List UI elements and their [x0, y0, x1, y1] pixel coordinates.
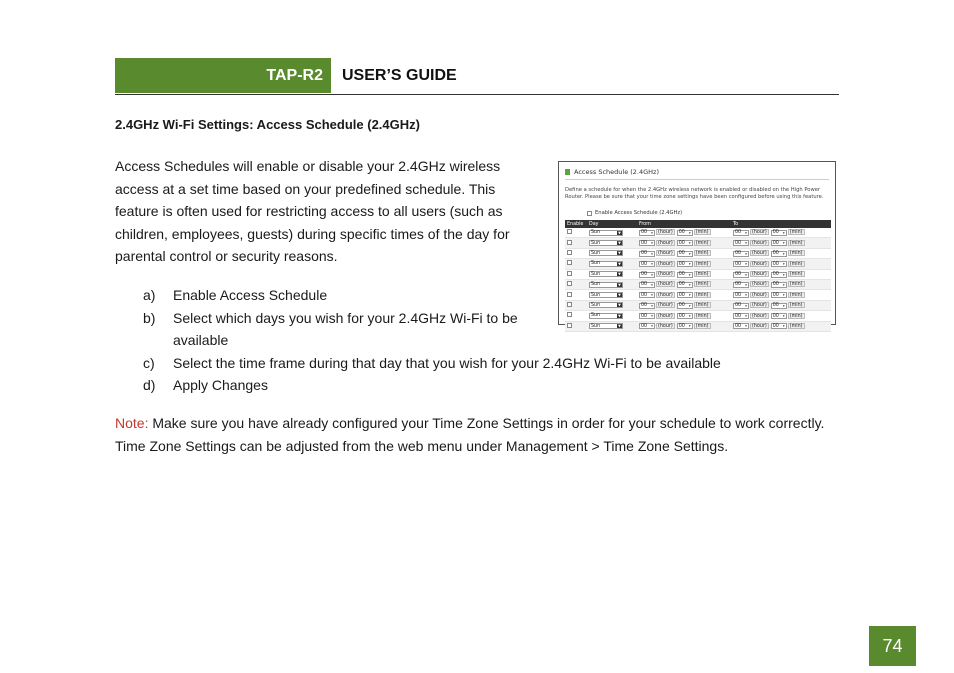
hour-unit: (hour) [658, 313, 673, 319]
to-hour-value: 00 [735, 303, 742, 309]
to-min-value: 00 [772, 240, 779, 246]
list-item [115, 284, 533, 307]
dropdown-arrow-icon: ▼ [618, 251, 621, 256]
row-to [731, 269, 831, 279]
dropdown-arrow-icon: ▾ [782, 262, 785, 267]
dropdown-arrow-icon: ▾ [782, 282, 785, 287]
steps-list [115, 284, 835, 397]
to-min-value: 00 [772, 313, 779, 319]
from-hour-value: 00 [641, 282, 648, 288]
dropdown-arrow-icon: ▾ [651, 241, 653, 246]
product-badge: TAP-R2 [115, 58, 331, 93]
min-unit: (min) [695, 272, 709, 277]
from-min-value: 00 [678, 282, 685, 288]
screenshot-title [565, 168, 659, 176]
day-select [589, 240, 623, 246]
min-unit: (min) [789, 272, 803, 277]
to-min-value: 00 [772, 272, 779, 277]
to-hour-value: 00 [735, 272, 742, 277]
from-min-value: 00 [678, 292, 685, 298]
dropdown-arrow-icon: ▾ [782, 293, 785, 298]
to-hour-value: 00 [735, 240, 742, 246]
dropdown-arrow-icon: ▼ [618, 293, 621, 298]
checkbox-icon [567, 260, 572, 265]
table-row [565, 228, 831, 238]
to-min-select [771, 230, 787, 236]
from-hour-select [639, 272, 655, 278]
day-select [589, 261, 623, 267]
day-value: Sun [591, 313, 601, 319]
row-enable [565, 228, 587, 238]
enable-schedule-label: Enable Access Schedule (2.4GHz) [595, 210, 683, 216]
row-to [731, 228, 831, 238]
to-hour-select [733, 251, 749, 257]
row-day [587, 228, 637, 238]
checkbox-icon [587, 211, 592, 216]
dropdown-arrow-icon: ▾ [688, 262, 691, 267]
screenshot-divider [565, 179, 829, 180]
dropdown-arrow-icon: ▾ [688, 282, 691, 287]
from-hour-select [639, 230, 655, 236]
hour-unit: (hour) [658, 282, 673, 288]
row-day [587, 269, 637, 279]
from-min-select [677, 240, 693, 246]
hour-unit: (hour) [658, 240, 673, 246]
dropdown-arrow-icon: ▾ [651, 251, 653, 256]
section-title: 2.4GHz Wi-Fi Settings: Access Schedule (2.4GHz) [115, 117, 420, 132]
min-unit: (min) [695, 230, 709, 236]
from-hour-value: 00 [641, 251, 648, 257]
row-from [637, 238, 731, 248]
dropdown-arrow-icon: ▾ [651, 314, 653, 319]
hour-unit: (hour) [752, 230, 767, 236]
from-min-value: 00 [678, 303, 685, 309]
dropdown-arrow-icon: ▼ [618, 303, 621, 308]
row-from [637, 269, 731, 279]
dropdown-arrow-icon: ▾ [688, 241, 691, 246]
to-min-select [771, 240, 787, 246]
from-min-value: 00 [678, 261, 685, 267]
min-unit: (min) [789, 251, 803, 257]
step-marker: a) [143, 287, 156, 303]
dropdown-arrow-icon: ▾ [651, 230, 653, 235]
row-day [587, 248, 637, 258]
dropdown-arrow-icon: ▾ [782, 241, 785, 246]
dropdown-arrow-icon: ▾ [782, 251, 785, 256]
step-marker: d) [143, 377, 156, 394]
row-to [731, 238, 831, 248]
dropdown-arrow-icon: ▾ [688, 230, 691, 235]
list-item [115, 307, 533, 352]
min-unit: (min) [695, 313, 709, 319]
min-unit: (min) [695, 240, 709, 246]
page-header [115, 58, 839, 95]
from-min-value: 00 [678, 272, 685, 277]
row-from [637, 228, 731, 238]
table-row [565, 269, 831, 279]
step-marker: c) [143, 354, 155, 371]
col-to: To [731, 220, 831, 228]
hour-unit: (hour) [752, 261, 767, 267]
dropdown-arrow-icon: ▾ [745, 282, 747, 287]
from-min-value: 00 [678, 251, 685, 257]
hour-unit: (hour) [658, 261, 673, 267]
dropdown-arrow-icon: ▾ [688, 293, 691, 298]
day-value: Sun [591, 261, 601, 267]
dropdown-arrow-icon: ▼ [618, 282, 621, 287]
step-text: Enable Access Schedule [173, 287, 328, 303]
day-select [589, 250, 623, 256]
to-hour-select [733, 272, 749, 278]
dropdown-arrow-icon: ▾ [688, 303, 691, 308]
to-hour-value: 00 [735, 261, 742, 267]
note-label: Note: [115, 415, 149, 431]
min-unit: (min) [789, 323, 803, 329]
from-hour-select [639, 261, 655, 267]
col-day: Day [587, 220, 637, 228]
from-hour-value: 00 [641, 272, 648, 277]
dropdown-arrow-icon: ▾ [651, 262, 653, 267]
to-min-select [771, 272, 787, 278]
to-hour-value: 00 [735, 323, 742, 329]
dropdown-arrow-icon: ▾ [688, 251, 691, 256]
from-hour-select [639, 251, 655, 257]
dropdown-arrow-icon: ▾ [745, 262, 747, 267]
to-hour-value: 00 [735, 313, 742, 319]
col-enable: Enable [565, 220, 587, 228]
from-min-value: 00 [678, 230, 685, 236]
checkbox-icon [567, 250, 572, 255]
row-enable [565, 248, 587, 258]
dropdown-arrow-icon: ▾ [782, 230, 785, 235]
to-hour-value: 00 [735, 282, 742, 288]
dropdown-arrow-icon: ▾ [782, 303, 785, 308]
table-row [565, 248, 831, 258]
schedule-table-header [565, 220, 831, 228]
row-enable [565, 259, 587, 269]
dropdown-arrow-icon: ▾ [651, 293, 653, 298]
dropdown-arrow-icon: ▾ [688, 324, 691, 329]
dropdown-arrow-icon: ▾ [651, 272, 653, 277]
day-value: Sun [591, 292, 601, 298]
step-marker: b) [143, 309, 156, 326]
to-hour-value: 00 [735, 251, 742, 257]
hour-unit: (hour) [752, 323, 767, 329]
table-row [565, 238, 831, 248]
min-unit: (min) [789, 282, 803, 288]
row-from [637, 259, 731, 269]
row-enable [565, 269, 587, 279]
to-min-value: 00 [772, 282, 779, 288]
col-from: From [637, 220, 731, 228]
day-value: Sun [591, 323, 601, 329]
dropdown-arrow-icon: ▾ [745, 303, 747, 308]
screenshot-description: Define a schedule for when the 2.4GHz wireless network is enabled or disabled on the High Power Router. Please be sure that your time zone settings have been configured before using this feature. [565, 187, 824, 200]
day-select [589, 230, 623, 236]
day-value: Sun [591, 230, 601, 236]
min-unit: (min) [789, 240, 803, 246]
step-text: Select which days you wish for your 2.4GHz Wi-Fi to be available [173, 309, 518, 349]
dropdown-arrow-icon: ▼ [618, 324, 621, 329]
from-min-select [677, 251, 693, 257]
min-unit: (min) [789, 292, 803, 298]
hour-unit: (hour) [752, 292, 767, 298]
screenshot-title-text: Access Schedule (2.4GHz) [574, 168, 659, 176]
min-unit: (min) [789, 313, 803, 319]
step-text: Select the time frame during that day that you wish for your 2.4GHz Wi-Fi to be available [173, 354, 721, 371]
dropdown-arrow-icon: ▼ [618, 230, 621, 235]
from-hour-value: 00 [641, 313, 648, 319]
from-hour-value: 00 [641, 292, 648, 298]
guide-title: USER’S GUIDE [342, 66, 457, 84]
checkbox-icon [567, 271, 572, 276]
note-text: Make sure you have already configured your Time Zone Settings in order for your schedule to work correctly. Time Zone Settings can be adjusted from the web menu under Management > Time Zone Settings. [115, 415, 825, 454]
dropdown-arrow-icon: ▾ [782, 272, 785, 277]
from-min-value: 00 [678, 323, 685, 329]
to-hour-select [733, 230, 749, 236]
hour-unit: (hour) [752, 282, 767, 288]
row-day [587, 238, 637, 248]
to-min-value: 00 [772, 251, 779, 257]
from-hour-value: 00 [641, 303, 648, 309]
row-from [637, 248, 731, 258]
day-value: Sun [591, 282, 601, 288]
dropdown-arrow-icon: ▾ [651, 282, 653, 287]
hour-unit: (hour) [752, 251, 767, 257]
min-unit: (min) [695, 261, 709, 267]
checkbox-icon [567, 229, 572, 234]
min-unit: (min) [695, 303, 709, 309]
dropdown-arrow-icon: ▾ [745, 293, 747, 298]
enable-schedule-checkbox [587, 210, 682, 216]
min-unit: (min) [789, 261, 803, 267]
dropdown-arrow-icon: ▾ [651, 324, 653, 329]
dropdown-arrow-icon: ▾ [782, 324, 785, 329]
table-row [565, 259, 831, 269]
hour-unit: (hour) [752, 303, 767, 309]
from-hour-value: 00 [641, 261, 648, 267]
list-item [115, 374, 835, 397]
day-value: Sun [591, 271, 601, 277]
to-hour-select [733, 261, 749, 267]
from-min-select [677, 261, 693, 267]
to-min-select [771, 251, 787, 257]
hour-unit: (hour) [658, 230, 673, 236]
to-min-value: 00 [772, 303, 779, 309]
dropdown-arrow-icon: ▼ [618, 272, 621, 277]
to-min-value: 00 [772, 261, 779, 267]
to-hour-select [733, 240, 749, 246]
from-min-select [677, 272, 693, 278]
hour-unit: (hour) [658, 292, 673, 298]
page-number: 74 [869, 626, 916, 666]
hour-unit: (hour) [752, 272, 767, 277]
intro-paragraph: Access Schedules will enable or disable your 2.4GHz wireless access at a set time based on your predefined schedule. This feature is often used for restricting access to all users (such as children, employees, guests) during specific times of the day for parental control or security reasons. [115, 158, 510, 265]
dropdown-arrow-icon: ▾ [688, 314, 691, 319]
dropdown-arrow-icon: ▾ [745, 272, 747, 277]
hour-unit: (hour) [658, 323, 673, 329]
row-day [587, 259, 637, 269]
dropdown-arrow-icon: ▾ [745, 230, 747, 235]
day-select [589, 271, 623, 277]
to-min-select [771, 261, 787, 267]
dropdown-arrow-icon: ▾ [782, 314, 785, 319]
to-hour-value: 00 [735, 230, 742, 236]
to-hour-value: 00 [735, 292, 742, 298]
from-hour-value: 00 [641, 230, 648, 236]
dropdown-arrow-icon: ▾ [745, 251, 747, 256]
dropdown-arrow-icon: ▼ [618, 241, 621, 246]
hour-unit: (hour) [658, 303, 673, 309]
to-min-value: 00 [772, 292, 779, 298]
green-square-icon [565, 169, 570, 175]
day-value: Sun [591, 250, 601, 256]
to-min-value: 00 [772, 230, 779, 236]
hour-unit: (hour) [658, 251, 673, 257]
dropdown-arrow-icon: ▾ [688, 272, 691, 277]
dropdown-arrow-icon: ▾ [745, 241, 747, 246]
hour-unit: (hour) [752, 313, 767, 319]
min-unit: (min) [789, 230, 803, 236]
from-hour-value: 00 [641, 240, 648, 246]
from-hour-value: 00 [641, 323, 648, 329]
dropdown-arrow-icon: ▾ [745, 324, 747, 329]
min-unit: (min) [695, 251, 709, 257]
checkbox-icon [567, 240, 572, 245]
dropdown-arrow-icon: ▼ [618, 313, 621, 318]
hour-unit: (hour) [752, 240, 767, 246]
min-unit: (min) [695, 292, 709, 298]
from-min-select [677, 230, 693, 236]
list-item [115, 352, 835, 375]
day-value: Sun [591, 240, 601, 246]
min-unit: (min) [789, 303, 803, 309]
dropdown-arrow-icon: ▼ [618, 261, 621, 266]
from-min-value: 00 [678, 240, 685, 246]
row-enable [565, 238, 587, 248]
dropdown-arrow-icon: ▾ [651, 303, 653, 308]
from-hour-select [639, 240, 655, 246]
hour-unit: (hour) [658, 272, 673, 277]
to-min-value: 00 [772, 323, 779, 329]
row-to [731, 248, 831, 258]
row-to [731, 259, 831, 269]
note-paragraph [115, 412, 835, 458]
min-unit: (min) [695, 282, 709, 288]
dropdown-arrow-icon: ▾ [745, 314, 747, 319]
min-unit: (min) [695, 323, 709, 329]
step-text: Apply Changes [173, 377, 268, 394]
from-min-value: 00 [678, 313, 685, 319]
day-value: Sun [591, 302, 601, 308]
